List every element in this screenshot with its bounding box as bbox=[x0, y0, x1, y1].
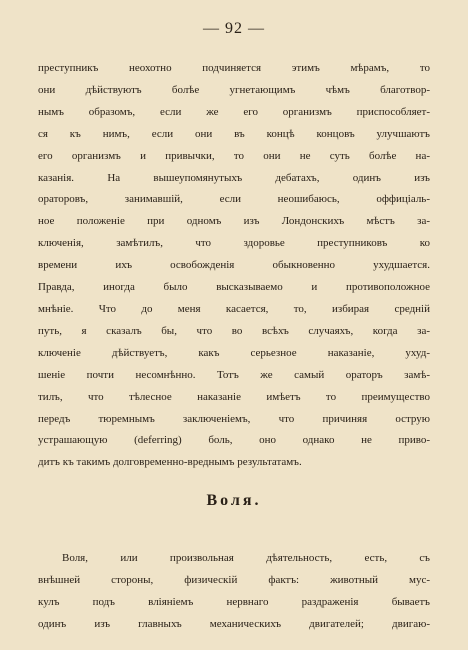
page-number: — 92 — bbox=[203, 20, 265, 37]
text-line: мнѣніе. Что до меня касается, то, избирая средній bbox=[38, 302, 430, 315]
text-line: кулъ подъ вліяніемъ нервнаго раздраженія бываетъ bbox=[38, 595, 430, 608]
text-line: дитъ къ такимъ долговременно-вреднымъ результатамъ. bbox=[38, 456, 302, 469]
text-line: ключеніе дѣйствуетъ, какъ серьезное наказаніе, ухуд- bbox=[38, 346, 430, 359]
text-line: путь, я сказалъ бы, что во всѣхъ случаяхъ, когда за- bbox=[38, 324, 430, 337]
text-line: Правда, иногда было высказываемо и противоположное bbox=[38, 281, 430, 294]
text-line: ораторовъ, занимавшій, если неошибаюсь, оффиціаль- bbox=[38, 193, 430, 206]
section-heading: Воля. bbox=[206, 492, 262, 509]
text-line: ное положеніе при одномъ изъ Лондонскихъ мѣстъ за- bbox=[38, 215, 430, 228]
text-line: устрашающую (deferring) боль, оно однако не приво- bbox=[38, 434, 430, 447]
text-line: передъ тюремнымъ заключеніемъ, что причиняя острую bbox=[38, 412, 430, 425]
text-line: его организмъ и привычки, то они не суть болѣе на- bbox=[38, 149, 430, 162]
text-line: они дѣйствуютъ болѣе угнетающимъ чѣмъ благотвор- bbox=[38, 83, 430, 96]
text-line: внѣшней стороны, физическій фактъ: животный мус- bbox=[38, 573, 430, 586]
text-line: казанія. На вышеупомянутыхъ дебатахъ, одинъ изъ bbox=[38, 171, 430, 184]
text-line: тилъ, что тѣлесное наказаніе имѣетъ то преимущество bbox=[38, 390, 430, 403]
text-line: шеніе почти несомнѣнно. Тотъ же самый ораторъ замѣ- bbox=[38, 368, 430, 381]
text-line: Воля, или произвольная дѣятельность, есть, съ bbox=[62, 552, 430, 564]
text-line: ся къ нимъ, если они въ концѣ концовъ улучшаютъ bbox=[38, 127, 430, 140]
text-line: ключенія, замѣтилъ, что здоровье преступниковъ ко bbox=[38, 237, 430, 250]
text-line: одинъ изъ главныхъ механическихъ двигателей; двигаю- bbox=[38, 617, 430, 630]
text-line: преступникъ неохотно подчиняется этимъ мѣрамъ, то bbox=[38, 62, 430, 74]
paragraph-2 bbox=[38, 548, 430, 636]
paragraph-1 bbox=[38, 58, 430, 474]
text-line: нымъ образомъ, если же его организмъ приспособляет- bbox=[38, 105, 430, 118]
text-line: времени ихъ освобожденія обыкновенно ухудшается. bbox=[38, 259, 430, 272]
